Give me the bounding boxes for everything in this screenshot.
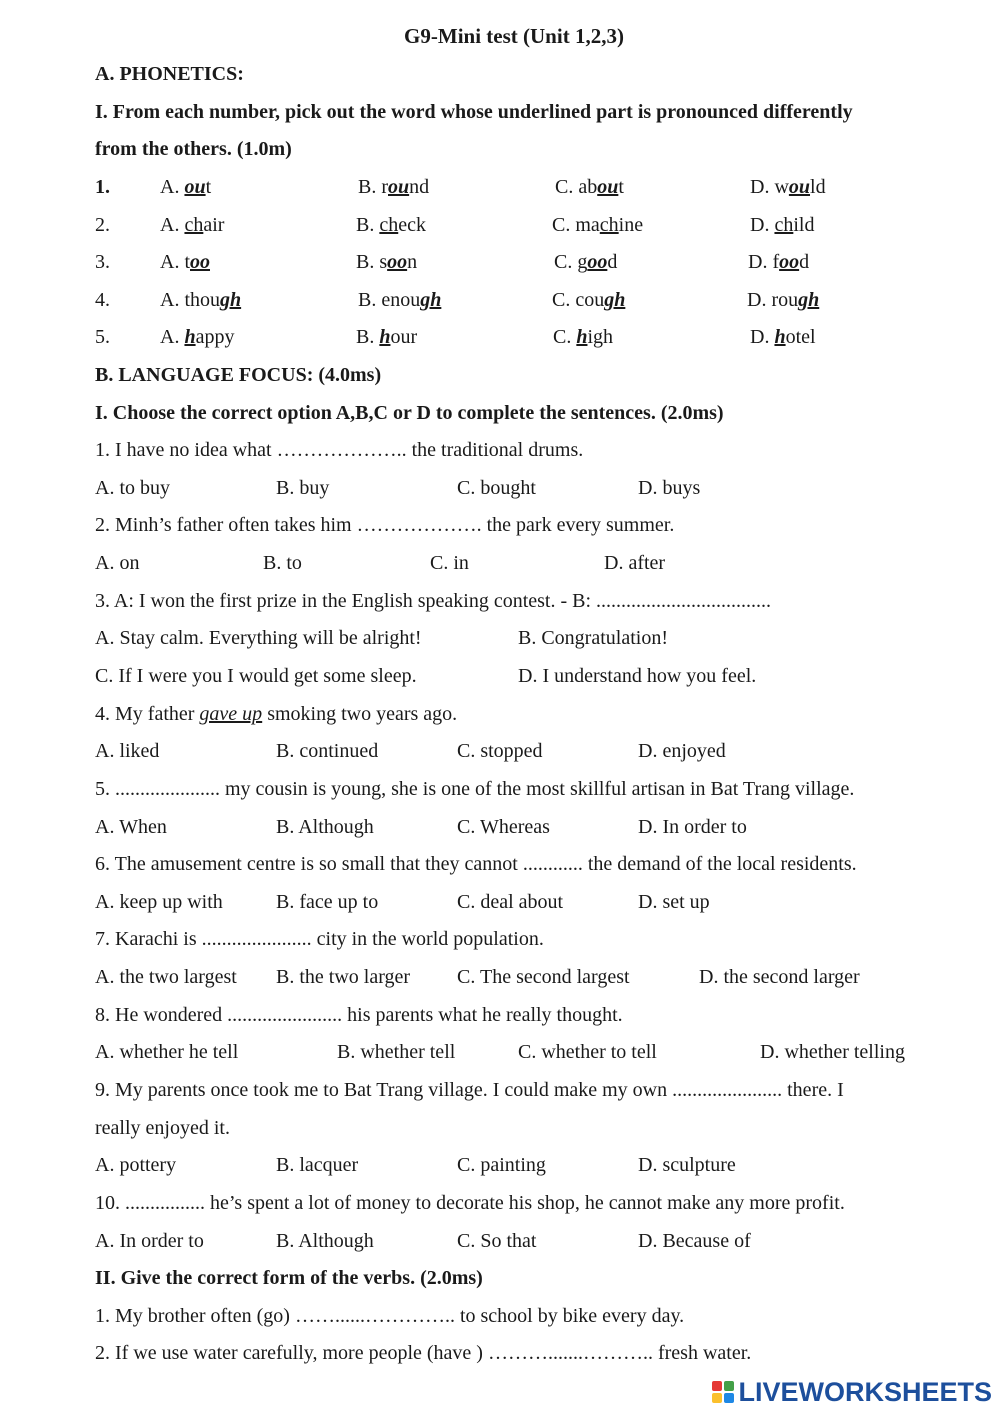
option-b[interactable]: B. lacquer — [276, 1154, 359, 1176]
option-c[interactable]: C. The second largest — [457, 966, 630, 988]
option-c[interactable]: C. painting — [457, 1154, 546, 1176]
question-7-options — [95, 964, 975, 990]
option-a[interactable]: A. chair — [160, 214, 225, 236]
option-c[interactable]: C. high — [553, 326, 614, 348]
phonetics-instruction-line-2: from the others. (1.0m) — [95, 138, 292, 160]
option-d[interactable]: D. rough — [747, 289, 820, 311]
liveworksheets-logo-icon — [712, 1381, 734, 1403]
option-c[interactable]: C. If I were you I would get some sleep. — [95, 665, 417, 687]
option-b[interactable]: B. to — [263, 552, 302, 574]
option-c[interactable]: C. Whereas — [457, 816, 550, 838]
option-b[interactable]: B. enough — [358, 289, 442, 311]
question-2-options — [95, 550, 975, 576]
option-d[interactable]: D. set up — [638, 891, 710, 913]
option-c[interactable]: C. good — [554, 251, 618, 273]
option-c[interactable]: C. machine — [552, 214, 644, 236]
option-b[interactable]: B. check — [356, 214, 426, 236]
item-number: 2. — [95, 214, 110, 236]
option-d[interactable]: D. enjoyed — [638, 740, 726, 762]
option-d[interactable]: D. the second larger — [699, 966, 860, 988]
option-a[interactable]: A. keep up with — [95, 891, 223, 913]
option-d[interactable]: D. buys — [638, 477, 701, 499]
option-a[interactable]: A. In order to — [95, 1230, 204, 1252]
item-number: 5. — [95, 326, 110, 348]
option-c[interactable]: C. in — [430, 552, 469, 574]
option-c[interactable]: C. deal about — [457, 891, 564, 913]
option-b[interactable]: B. buy — [276, 477, 330, 499]
question-9-line-1: 9. My parents once took me to Bat Trang village. I could make my own ...................... there. I — [95, 1079, 844, 1101]
question-8-options — [95, 1039, 975, 1065]
question-2: 2. Minh’s father often takes him ………………. the park every summer. — [95, 514, 675, 536]
question-5-options — [95, 814, 975, 840]
language-focus-instruction: I. Choose the correct option A,B,C or D to complete the sentences. (2.0ms) — [95, 402, 724, 424]
item-number: 3. — [95, 251, 110, 273]
underlined-phrase: gave up — [199, 703, 263, 725]
option-d[interactable]: D. child — [750, 214, 815, 236]
option-b[interactable]: B. whether tell — [337, 1041, 456, 1063]
verb-question-2: 2. If we use water carefully, more people (have ) ……….......……….. fresh water. — [95, 1342, 752, 1364]
option-c[interactable]: C. about — [555, 176, 624, 198]
option-a[interactable]: A. liked — [95, 740, 160, 762]
question-9-line-2: really enjoyed it. — [95, 1117, 230, 1139]
liveworksheets-logo — [712, 1377, 992, 1407]
question-3-options-row-1 — [95, 625, 975, 651]
option-c[interactable]: C. cough — [552, 289, 626, 311]
option-c[interactable]: C. whether to tell — [518, 1041, 657, 1063]
question-3: 3. A: I won the first prize in the English speaking contest. - B: ................................... — [95, 590, 772, 612]
option-a[interactable]: A. Stay calm. Everything will be alright! — [95, 627, 422, 649]
option-a[interactable]: A. out — [160, 176, 212, 198]
item-number: 1. — [95, 176, 110, 198]
option-a[interactable]: A. whether he tell — [95, 1041, 239, 1063]
option-d[interactable]: D. after — [604, 552, 666, 574]
item-number: 4. — [95, 289, 110, 311]
question-8: 8. He wondered ....................... his parents what he really thought. — [95, 1004, 623, 1026]
phonetics-instruction-line-1: I. From each number, pick out the word whose underlined part is pronounced differently — [95, 101, 853, 123]
question-7: 7. Karachi is ...................... city in the world population. — [95, 928, 544, 950]
option-b[interactable]: B. Although — [276, 1230, 374, 1252]
option-d[interactable]: D. whether telling — [760, 1041, 905, 1063]
option-c[interactable]: C. stopped — [457, 740, 543, 762]
question-4: 4. My father gave up smoking two years ago. — [95, 703, 458, 725]
option-b[interactable]: B. the two larger — [276, 966, 411, 988]
phonetics-row — [95, 287, 975, 313]
question-5: 5. ..................... my cousin is young, she is one of the most skillful artisan in Bat Trang village. — [95, 778, 855, 800]
option-b[interactable]: B. hour — [356, 326, 418, 348]
option-d[interactable]: D. Because of — [638, 1230, 751, 1252]
option-a[interactable]: A. pottery — [95, 1154, 177, 1176]
option-b[interactable]: B. Congratulation! — [518, 627, 668, 649]
option-a[interactable]: A. the two largest — [95, 966, 237, 988]
question-10-options — [95, 1228, 975, 1254]
section-a-heading: A. PHONETICS: — [95, 63, 244, 85]
question-6-options — [95, 889, 975, 915]
logo-text: LIVEWORKSHEETS — [738, 1376, 992, 1407]
page-title: G9-Mini test (Unit 1,2,3) — [404, 24, 624, 48]
option-b[interactable]: B. round — [358, 176, 430, 198]
option-b[interactable]: B. Although — [276, 816, 374, 838]
option-a[interactable]: A. though — [160, 289, 242, 311]
option-a[interactable]: A. happy — [160, 326, 235, 348]
option-c[interactable]: C. bought — [457, 477, 536, 499]
option-d[interactable]: D. hotel — [750, 326, 816, 348]
question-4-options — [95, 738, 975, 764]
option-a[interactable]: A. to buy — [95, 477, 170, 499]
option-b[interactable]: B. continued — [276, 740, 379, 762]
verbs-instruction: II. Give the correct form of the verbs. (2.0ms) — [95, 1267, 483, 1289]
question-1-options — [95, 475, 975, 501]
question-10: 10. ................ he’s spent a lot of money to decorate his shop, he cannot make any more profit. — [95, 1192, 845, 1214]
option-b[interactable]: B. face up to — [276, 891, 379, 913]
phonetics-row — [95, 249, 975, 275]
option-d[interactable]: D. food — [748, 251, 810, 273]
phonetics-row — [95, 212, 975, 238]
option-a[interactable]: A. When — [95, 816, 167, 838]
option-d[interactable]: D. In order to — [638, 816, 747, 838]
option-b[interactable]: B. soon — [356, 251, 418, 273]
option-c[interactable]: C. So that — [457, 1230, 537, 1252]
option-a[interactable]: A. too — [160, 251, 210, 273]
question-9-options — [95, 1152, 975, 1178]
question-6: 6. The amusement centre is so small that they cannot ............ the demand of the local residents. — [95, 853, 857, 875]
option-d[interactable]: D. I understand how you feel. — [518, 665, 757, 687]
option-d[interactable]: D. would — [750, 176, 826, 198]
question-3-options-row-2 — [95, 663, 975, 689]
phonetics-row — [95, 324, 975, 350]
section-b-heading: B. LANGUAGE FOCUS: (4.0ms) — [95, 364, 382, 386]
option-a[interactable]: A. on — [95, 552, 140, 574]
question-1: 1. I have no idea what ……………….. the traditional drums. — [95, 439, 584, 461]
verb-question-1: 1. My brother often (go) ……......………….. to school by bike every day. — [95, 1305, 685, 1327]
phonetics-row — [95, 174, 975, 200]
option-d[interactable]: D. sculpture — [638, 1154, 736, 1176]
